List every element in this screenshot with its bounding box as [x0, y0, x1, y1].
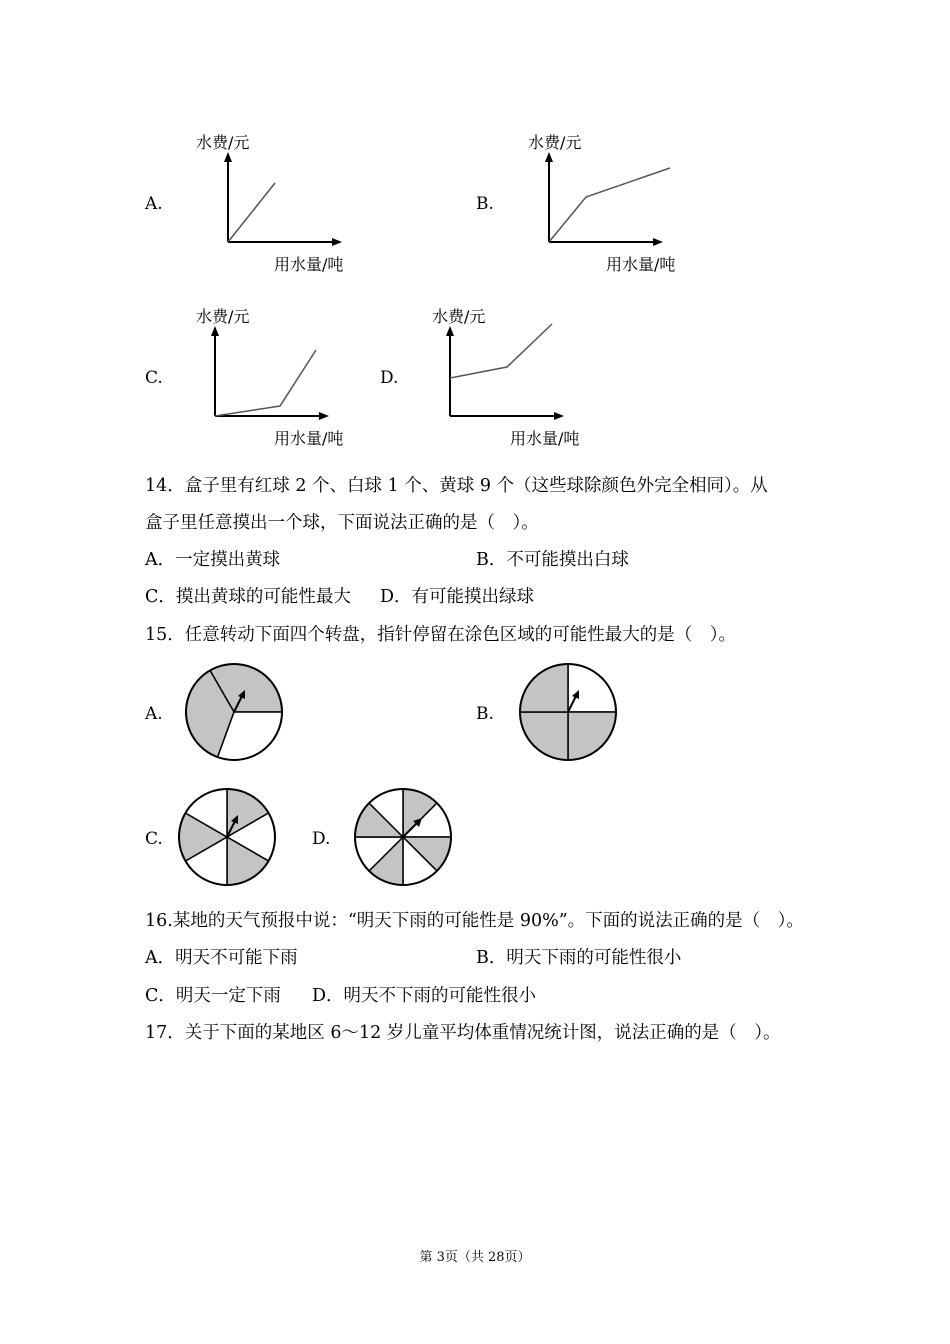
graph-a-cost-line: [228, 183, 275, 242]
graph-a: [215, 150, 350, 255]
graph-d-letter: D.: [380, 368, 399, 388]
graph-b: [536, 150, 671, 255]
spinner-b[interactable]: [519, 663, 617, 761]
q14-line-2: 盒子里任意摸出一个球，下面说法正确的是（ ）。: [145, 513, 539, 533]
graph-a-y-arrow-icon: [224, 152, 232, 162]
graph-d-x-label: 用水量/吨: [510, 429, 580, 448]
spinner-c[interactable]: [178, 788, 276, 886]
spinner-a-letter: A.: [145, 704, 163, 724]
graph-b-letter: B.: [476, 194, 494, 214]
graph-d-x-arrow-icon: [554, 412, 564, 420]
graph-d-y-arrow-icon: [446, 326, 454, 336]
page-footer: 第 3页（共 28页）: [419, 1250, 531, 1265]
q16-option-a[interactable]: A．明天不可能下雨: [145, 948, 298, 968]
graph-c-x-label: 用水量/吨: [274, 429, 344, 448]
q14-line-1: 14．盒子里有红球 2 个、白球 1 个、黄球 9 个（这些球除颜色外完全相同）。从: [145, 476, 768, 496]
graph-b-x-label: 用水量/吨: [606, 255, 676, 274]
graph-b-y-arrow-icon: [545, 152, 553, 162]
q16-option-c[interactable]: C．明天一定下雨: [145, 986, 281, 1006]
spinner-d[interactable]: [354, 788, 452, 886]
graph-c-cost-line: [215, 350, 316, 416]
q15-text: 15．任意转动下面四个转盘，指针停留在涂色区域的可能性最大的是（ ）。: [145, 625, 737, 645]
spinner-d-letter: D.: [312, 829, 331, 849]
q14-option-c[interactable]: C．摸出黄球的可能性最大: [145, 587, 351, 607]
graph-c: [202, 324, 337, 429]
q16-option-d[interactable]: D．明天不下雨的可能性很小: [312, 986, 537, 1006]
graph-c-x-arrow-icon: [319, 412, 329, 420]
graph-c-y-arrow-icon: [211, 326, 219, 336]
graph-b-y-label: 水费/元: [528, 133, 582, 152]
graph-a-x-label: 用水量/吨: [274, 255, 344, 274]
graph-c-letter: C.: [145, 368, 163, 388]
q16-option-b[interactable]: B．明天下雨的可能性很小: [476, 948, 682, 968]
graph-b-cost-line: [549, 168, 670, 242]
q14-option-b[interactable]: B．不可能摸出白球: [476, 550, 629, 570]
graph-c-y-label: 水费/元: [196, 307, 250, 326]
spinner-b-letter: B.: [476, 704, 494, 724]
graph-a-letter: A.: [145, 194, 163, 214]
q14-option-a[interactable]: A．一定摸出黄球: [145, 550, 281, 570]
graph-a-y-label: 水费/元: [196, 133, 250, 152]
spinner-a[interactable]: [184, 663, 284, 761]
spinner-c-letter: C.: [145, 829, 163, 849]
q14-option-d[interactable]: D．有可能摸出绿球: [380, 587, 535, 607]
graph-d: [437, 324, 572, 429]
q16-text: 16.某地的天气预报中说：“明天下雨的可能性是 90%”。下面的说法正确的是（ ）。: [145, 911, 804, 931]
q17-text: 17．关于下面的某地区 6～12 岁儿童平均体重情况统计图，说法正确的是（ ）。: [145, 1023, 781, 1043]
graph-a-x-arrow-icon: [332, 238, 342, 246]
graph-d-y-label: 水费/元: [432, 307, 486, 326]
graph-b-x-arrow-icon: [653, 238, 663, 246]
graph-d-cost-line: [450, 324, 552, 378]
